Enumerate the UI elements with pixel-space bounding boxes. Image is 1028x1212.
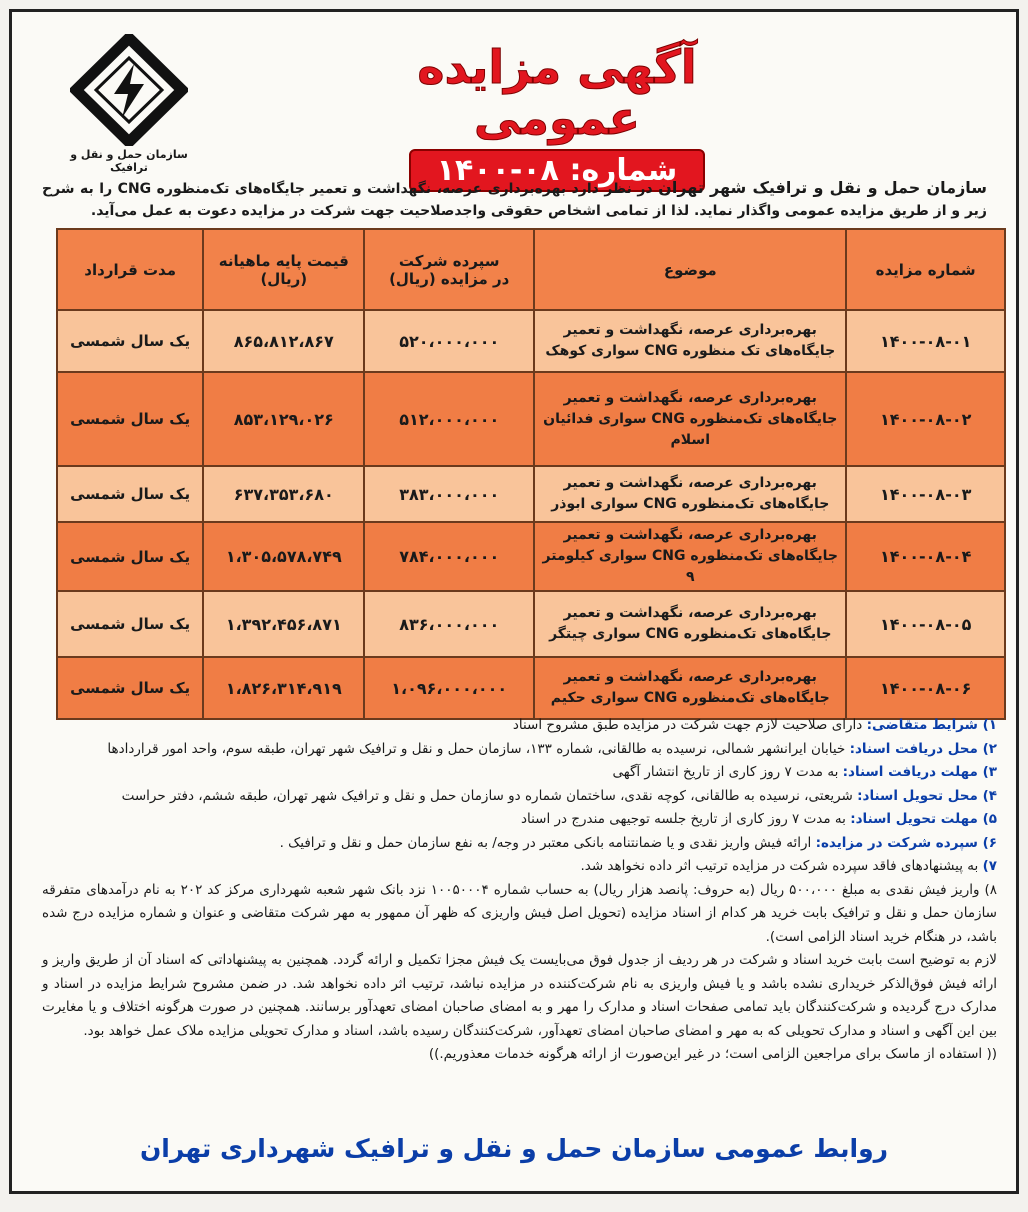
table-header-row — [57, 229, 1005, 310]
table-row — [57, 591, 1005, 657]
cell-price: ۱،۳۹۲،۴۵۶،۸۷۱ — [203, 591, 364, 657]
condition-label: ۵) مهلت تحویل اسناد: — [850, 811, 997, 827]
condition-item — [42, 808, 997, 832]
condition-text: دارای صلاحیت لازم جهت شرکت در مزایده طبق مشروح اسناد — [512, 717, 867, 733]
cell-deposit: ۵۱۲،۰۰۰،۰۰۰ — [364, 372, 534, 466]
header-subject: موضوع — [534, 229, 846, 310]
condition-item — [42, 761, 997, 785]
cell-price: ۸۶۵،۸۱۲،۸۶۷ — [203, 310, 364, 372]
condition-label: ۷) — [982, 858, 997, 874]
condition-text: به پیشنهادهای فاقد سپرده شرکت در مزایده ترتیب اثر داده نخواهد شد. — [580, 858, 983, 874]
header-price: قیمت پایه ماهیانه (ریال) — [203, 229, 364, 310]
cell-subject: بهره‌برداری عرصه، نگهداشت و تعمیر جایگاه‌های تک‌منظوره CNG سواری کیلومتر ۹ — [534, 522, 846, 591]
cell-number: ۱۴۰۰-۰۸-۰۴ — [846, 522, 1005, 591]
page-title: آگهی مزایده عمومی — [417, 40, 697, 145]
cell-price: ۶۳۷،۳۵۳،۶۸۰ — [203, 466, 364, 522]
auction-table — [56, 228, 1006, 720]
condition-text: ارائه فیش واریز نقدی و یا ضمانتنامه بانکی معتبر در وجه/ به نفع سازمان حمل و نقل و ترافیک . — [279, 834, 816, 851]
cell-subject: بهره‌برداری عرصه، نگهداشت و تعمیر جایگاه‌های تک‌منظوره CNG سواری چیتگر — [534, 591, 846, 657]
condition-label: ۱) شرایط متقاضی: — [866, 717, 997, 733]
cell-price: ۱،۸۲۶،۳۱۴،۹۱۹ — [203, 657, 364, 719]
cell-price: ۸۵۳،۱۲۹،۰۲۶ — [203, 372, 364, 466]
cell-deposit: ۳۸۳،۰۰۰،۰۰۰ — [364, 466, 534, 522]
intro-text: در نظر دارد بهره‌برداری عرصه، نگهداشت و تعمیر جایگاه‌های تک‌منظوره CNG را به شرح زیر و از طریق مزایده عمومی واگذار نماید. لذا از تمامی اشخاص حقوقی واجدصلاحیت جهت شرکت در مزایده دعوت به عمل می‌آید. — [42, 181, 987, 219]
cell-deposit: ۵۲۰،۰۰۰،۰۰۰ — [364, 310, 534, 372]
cell-price: ۱،۳۰۵،۵۷۸،۷۴۹ — [203, 522, 364, 591]
conditions-section — [42, 714, 997, 1067]
condition-text: شریعتی، نرسیده به طالقانی، کوچه نقدی، ساختمان شماره دو سازمان حمل و نقل و ترافیک شهر تهران، طبقه ششم، دفتر حراست — [121, 787, 858, 804]
condition-text: خیابان ایرانشهر شمالی، نرسیده به طالقانی، شماره ۱۳۳، سازمان حمل و نقل و ترافیک شهر تهران، طبقه سوم، واحد امور قراردادها — [107, 740, 850, 757]
cell-subject: بهره‌برداری عرصه، نگهداشت و تعمیر جایگاه‌های تک‌منظوره CNG سواری فدائیان اسلام — [534, 372, 846, 466]
cell-duration: یک سال شمسی — [57, 591, 203, 657]
payment-paragraph: ۸) واریز فیش نقدی به مبلغ ۵۰۰،۰۰۰ ریال (به حروف: پانصد هزار ریال) به حساب شماره ۱۰۰۵۰۰۰۴ نزد بانک شهر شعبه شهرداری مرکز کد ۲۰۲ به نام درآمدهای متفرقه سازمان حمل و نقل و ترافیک بابت خرید هر کدام از اسناد مزایده (تحویل اصل فیش واریزی که ظهر آن ممهور به مهر شرکت متقاضی و عنوان و شماره مزایده درج شده باشد، در هنگام خرید اسناد الزامی است). — [42, 881, 998, 945]
cell-number: ۱۴۰۰-۰۸-۰۲ — [846, 372, 1005, 466]
cell-duration: یک سال شمسی — [57, 310, 203, 372]
intro-org: سازمان حمل و نقل و ترافیک شهر تهران — [658, 178, 988, 197]
auction-number-badge: شماره: ۰۸-۱۴۰۰ — [409, 149, 706, 192]
logo-caption: سازمان حمل و نقل و ترافیک — [70, 148, 188, 174]
cell-number: ۱۴۰۰-۰۸-۰۵ — [846, 591, 1005, 657]
condition-item — [42, 855, 997, 879]
table-row — [57, 372, 1005, 466]
cell-number: ۱۴۰۰-۰۸-۰۳ — [846, 466, 1005, 522]
cell-deposit: ۷۸۴،۰۰۰،۰۰۰ — [364, 522, 534, 591]
condition-label: ۳) مهلت دریافت اسناد: — [842, 764, 997, 780]
condition-text: به مدت ۷ روز کاری از تاریخ انتشار آگهی — [612, 764, 843, 780]
condition-text: به مدت ۷ روز کاری از تاریخ جلسه توجیهی مندرج در اسناد — [520, 811, 851, 827]
cell-subject: بهره‌برداری عرصه، نگهداشت و تعمیر جایگاه‌های تک‌منظوره CNG سواری حکیم — [534, 657, 846, 719]
table-row — [57, 310, 1005, 372]
condition-label: ۴) محل تحویل اسناد: — [857, 787, 997, 804]
footer-signature: روابط عمومی سازمان حمل و نقل و ترافیک شهرداری تهران — [139, 1134, 889, 1163]
header-duration: مدت قرارداد — [57, 229, 203, 310]
cell-subject: بهره‌برداری عرصه، نگهداشت و تعمیر جایگاه‌های تک‌منظوره CNG سواری ابوذر — [534, 466, 846, 522]
condition-item — [42, 714, 997, 738]
table-row — [57, 657, 1005, 719]
note-paragraph: لازم به توضیح است بابت خرید اسناد و شرکت در هر ردیف از جدول فوق می‌بایست یک فیش مجزا تکمیل و ارائه گردد. همچنین به پیشنهاداتی که اسناد آن از طریق واریز و ارائه فیش فوق‌الذکر خریداری نشده باشد و یا فیش واریزی به نام شرکت‌کننده در مزایده نباشد، ترتیب اثر داده نخواهد شد. در ضمن مشروح شرایط مزایده در اسناد و مدارک درج گردیده و شرکت‌کنندگان باید تمامی صفحات اسناد و مدارک را مهر و به امضای صاحبان امضای تعهدآور برسانند. همچنین در صورت هرگونه اختلاف و یا مغایرت بین این آگهی و اسناد و مدارک تحویلی که به مهر و امضای صاحبان امضای تعهدآور، شرکت‌کنندگان رسیده باشد، اسناد و مدارک تحویلی مزایده ملاک عمل خواهد بود. — [42, 952, 997, 1039]
cell-duration: یک سال شمسی — [57, 657, 203, 719]
condition-item — [42, 785, 997, 809]
title-block — [342, 42, 772, 192]
cell-number: ۱۴۰۰-۰۸-۰۶ — [846, 657, 1005, 719]
cell-duration: یک سال شمسی — [57, 522, 203, 591]
cell-duration: یک سال شمسی — [57, 466, 203, 522]
table-row — [57, 522, 1005, 591]
cell-deposit: ۱،۰۹۶،۰۰۰،۰۰۰ — [364, 657, 534, 719]
cell-number: ۱۴۰۰-۰۸-۰۱ — [846, 310, 1005, 372]
table-row — [57, 466, 1005, 522]
cell-deposit: ۸۳۶،۰۰۰،۰۰۰ — [364, 591, 534, 657]
condition-item — [42, 832, 997, 856]
condition-item — [42, 738, 997, 762]
condition-label: ۶) سپرده شرکت در مزایده: — [815, 834, 997, 851]
header-deposit: سپرده شرکت در مزایده (ریال) — [364, 229, 534, 310]
cell-subject: بهره‌برداری عرصه، نگهداشت و تعمیر جایگاه‌های تک منظوره CNG سواری کوهک — [534, 310, 846, 372]
organization-logo — [58, 34, 200, 174]
mask-notice: (( استفاده از ماسک برای مراجعین الزامی است؛ در غیر این‌صورت از ارائه هرگونه خدمات معذوریم.)) — [428, 1046, 997, 1062]
condition-label: ۲) محل دریافت اسناد: — [849, 740, 997, 757]
header-number: شماره مزایده — [846, 229, 1005, 310]
cell-duration: یک سال شمسی — [57, 372, 203, 466]
advertisement-page — [9, 9, 1019, 1194]
logo-emblem-icon — [70, 34, 188, 146]
intro-paragraph — [42, 177, 987, 222]
